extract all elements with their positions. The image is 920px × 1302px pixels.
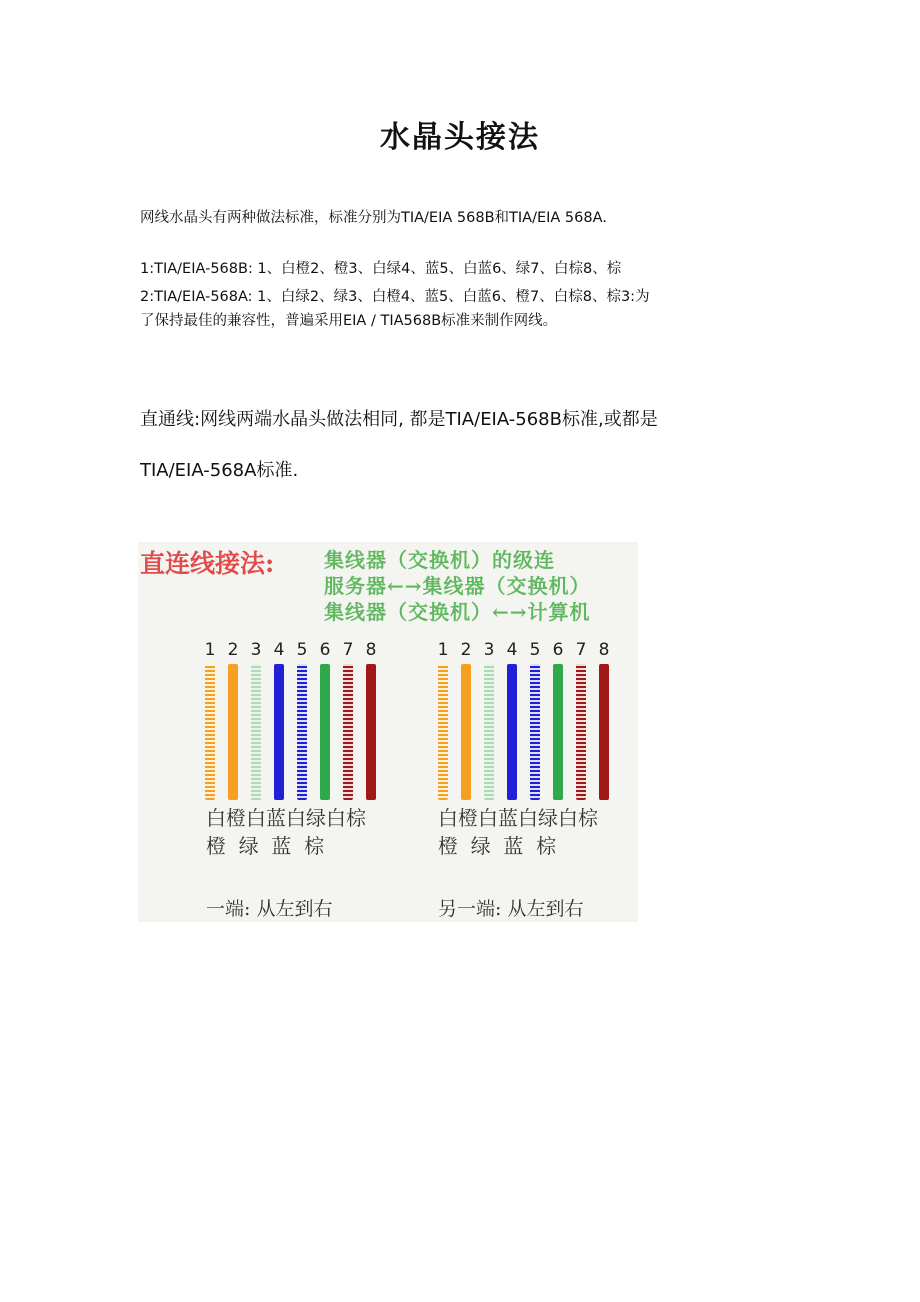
pin-number: 1 bbox=[437, 640, 449, 660]
pin-number: 8 bbox=[598, 640, 610, 660]
right-color-labels-row1: 白橙白蓝白绿白棕 bbox=[438, 806, 598, 830]
standard-568b-line: 1:TIA/EIA-568B: 1、白橙2、橙3、白绿4、蓝5、白蓝6、绿7、白棕8、棕 bbox=[140, 261, 622, 277]
wire-white-brown bbox=[576, 664, 586, 800]
wire-blue bbox=[274, 664, 284, 800]
pin-number: 8 bbox=[365, 640, 377, 660]
pin-number: 5 bbox=[296, 640, 308, 660]
diagram-use-2: 服务器←→集线器（交换机） bbox=[324, 574, 591, 598]
wire-orange bbox=[228, 664, 238, 800]
wire-white-blue bbox=[530, 664, 540, 800]
wire-blue bbox=[507, 664, 517, 800]
pin-number: 1 bbox=[204, 640, 216, 660]
pin-number: 4 bbox=[506, 640, 518, 660]
pin-number: 6 bbox=[552, 640, 564, 660]
pin-number: 4 bbox=[273, 640, 285, 660]
diagram-use-1: 集线器（交换机）的级连 bbox=[324, 548, 555, 572]
left-end-label: 一端: 从左到右 bbox=[206, 898, 333, 920]
wire-brown bbox=[599, 664, 609, 800]
page-title: 水晶头接法 bbox=[380, 120, 540, 155]
compatibility-line: 了保持最佳的兼容性，普遍采用EIA / TIA568B标准来制作网线。 bbox=[140, 313, 558, 329]
straight-cable-line-1: 直通线:网线两端水晶头做法相同, 都是TIA/EIA-568B标准,或都是 bbox=[140, 409, 658, 430]
wire-white-green bbox=[484, 664, 494, 800]
pin-number: 7 bbox=[342, 640, 354, 660]
wire-white-brown bbox=[343, 664, 353, 800]
diagram-heading: 直连线接法: bbox=[140, 549, 275, 578]
diagram-use-3: 集线器（交换机）←→计算机 bbox=[324, 600, 591, 624]
pin-number: 3 bbox=[250, 640, 262, 660]
pin-number: 3 bbox=[483, 640, 495, 660]
wire-brown bbox=[366, 664, 376, 800]
wire-green bbox=[553, 664, 563, 800]
wire-white-orange bbox=[438, 664, 448, 800]
left-color-labels-row1: 白橙白蓝白绿白棕 bbox=[206, 806, 366, 830]
wire-white-orange bbox=[205, 664, 215, 800]
pin-number: 7 bbox=[575, 640, 587, 660]
pin-number: 6 bbox=[319, 640, 331, 660]
wire-white-green bbox=[251, 664, 261, 800]
left-color-labels-row2: 橙 绿 蓝 棕 bbox=[206, 834, 325, 858]
wire-green bbox=[320, 664, 330, 800]
wire-orange bbox=[461, 664, 471, 800]
intro-paragraph: 网线水晶头有两种做法标准，标准分别为TIA/EIA 568B和TIA/EIA 568A. bbox=[140, 210, 607, 226]
standard-568a-line: 2:TIA/EIA-568A: 1、白绿2、绿3、白橙4、蓝5、白蓝6、橙7、白棕8、棕3:为 bbox=[140, 289, 650, 305]
right-color-labels-row2: 橙 绿 蓝 棕 bbox=[438, 834, 557, 858]
straight-cable-line-2: TIA/EIA-568A标准. bbox=[140, 460, 299, 481]
pin-number: 5 bbox=[529, 640, 541, 660]
wiring-diagram-image bbox=[138, 542, 638, 922]
pin-number: 2 bbox=[460, 640, 472, 660]
right-end-label: 另一端: 从左到右 bbox=[438, 898, 584, 920]
wire-white-blue bbox=[297, 664, 307, 800]
pin-number: 2 bbox=[227, 640, 239, 660]
